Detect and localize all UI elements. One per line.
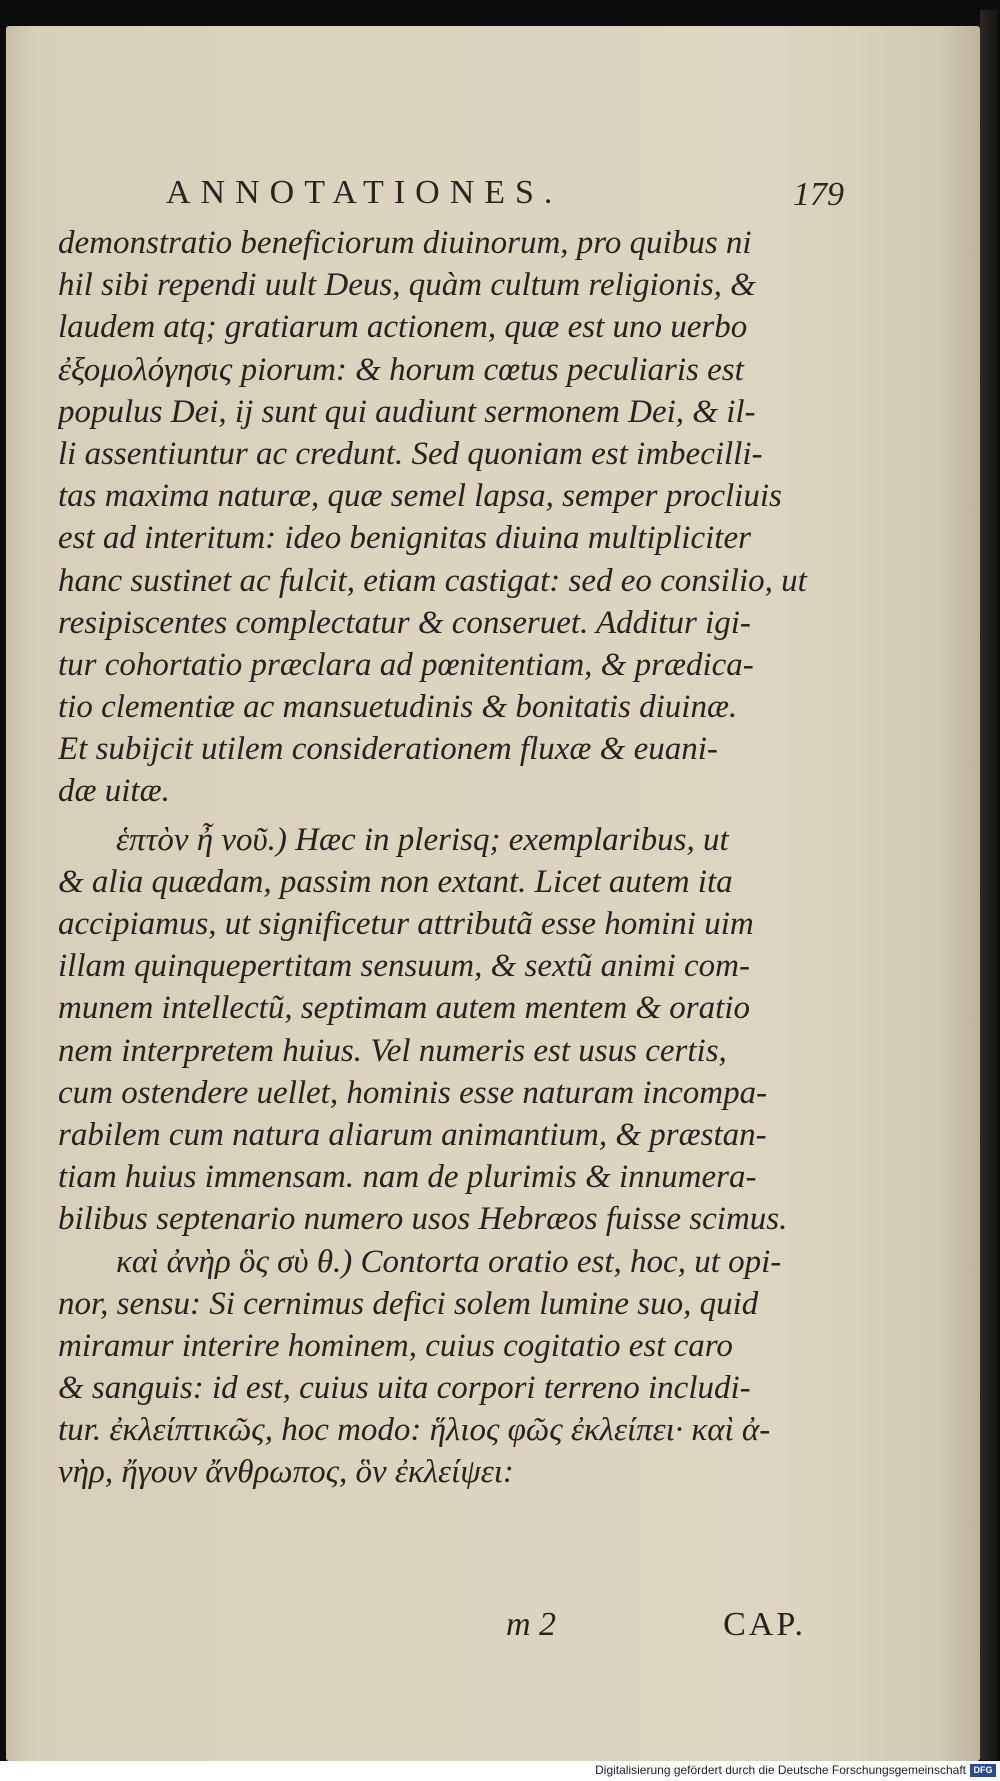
dfg-logo-icon: DFG	[970, 1764, 996, 1777]
text-line: est ad interitum: ideo benignitas diuina multipliciter	[58, 520, 751, 557]
text-line: hil sibi rependi uult Deus, quàm cultum religionis, &	[58, 267, 756, 304]
text-line: cum ostendere uellet, hominis esse naturam incompa-	[58, 1074, 768, 1111]
text-line: illam quinquepertitam sensuum, & sextũ animi com-	[58, 948, 751, 985]
text-line: accipiamus, ut significetur attributã esse homini uim	[58, 906, 754, 942]
text-line: munem intellectũ, septimam autem mentem & oratio	[58, 990, 750, 1027]
text-line: bilibus septenario numero usos Hebræos fuisse scimus.	[58, 1201, 788, 1238]
running-title: ANNOTATIONES.	[166, 174, 563, 211]
text-line: nem interpretem huius. Vel numeris est usus certis,	[58, 1032, 727, 1069]
funding-note: Digitalisierung gefördert durch die Deutsche Forschungsgemeinschaft	[595, 1763, 966, 1777]
funding-bar	[0, 1761, 1000, 1781]
text-line: καὶ ἀνὴρ ὃς σὺ θ.) Contorta oratio est, hoc, ut opi-	[116, 1243, 782, 1280]
body-text	[58, 222, 810, 1494]
text-line: νὴρ, ἤγουν ἄνθρωπος, ὃν ἐκλείψει:	[58, 1454, 514, 1491]
text-line: rabilem cum natura aliarum animantium, & præstan-	[58, 1116, 767, 1153]
text-line: ἐξομολόγησις piorum: & horum cœtus peculiaris est	[58, 351, 744, 388]
book-page	[6, 26, 980, 1761]
text-line: resipiscentes complectatur & conseruet. Additur igi-	[58, 604, 751, 641]
text-line: tio clementiæ ac mansuetudinis & bonitatis diuinæ.	[58, 689, 738, 726]
page-header	[166, 174, 844, 218]
text-line: tur cohortatio præclara ad pœnitentiam, & prædica-	[58, 646, 754, 683]
text-line: tur. ἐκλείπτικῶς, hoc modo: ἥλιος φῶς ἐκλείπει· καὶ ἀ-	[58, 1412, 771, 1449]
text-line: tiam huius immensam. nam de plurimis & innumera-	[58, 1159, 757, 1196]
text-line: ἑπτὸν ἦ νοῦ.) Hæc in plerisq; exemplaribus, ut	[116, 821, 729, 858]
text-line: & alia quædam, passim non extant. Licet autem ita	[58, 863, 733, 900]
book-edge	[980, 10, 998, 1760]
text-line: populus Dei, ij sunt qui audiunt sermonem Dei, & il-	[58, 393, 756, 430]
signature-mark: m 2	[506, 1606, 557, 1643]
text-line: Et subijcit utilem considerationem fluxæ & euani-	[58, 731, 718, 768]
text-line: demonstratio beneficiorum diuinorum, pro quibus ni	[58, 225, 752, 261]
catchword: CAP.	[723, 1606, 806, 1643]
text-line: laudem atq; gratiarum actionem, quæ est uno uerbo	[58, 309, 748, 346]
text-line: tas maxima naturæ, quæ semel lapsa, semper procliuis	[58, 478, 782, 515]
text-line: & sanguis: id est, cuius uita corpori terreno includi-	[58, 1370, 751, 1407]
text-line: nor, sensu: Si cernimus defici solem lumine suo, quid	[58, 1285, 759, 1322]
text-line: dæ uitæ.	[58, 773, 170, 810]
text-line: miramur interire hominem, cuius cogitatio est caro	[58, 1327, 733, 1364]
page-number: 179	[793, 176, 844, 213]
text-line: hanc sustinet ac fulcit, etiam castigat: sed eo consilio, ut	[58, 562, 807, 599]
page-footer	[506, 1606, 806, 1646]
text-line: li assentiuntur ac credunt. Sed quoniam est imbecilli-	[58, 435, 763, 472]
